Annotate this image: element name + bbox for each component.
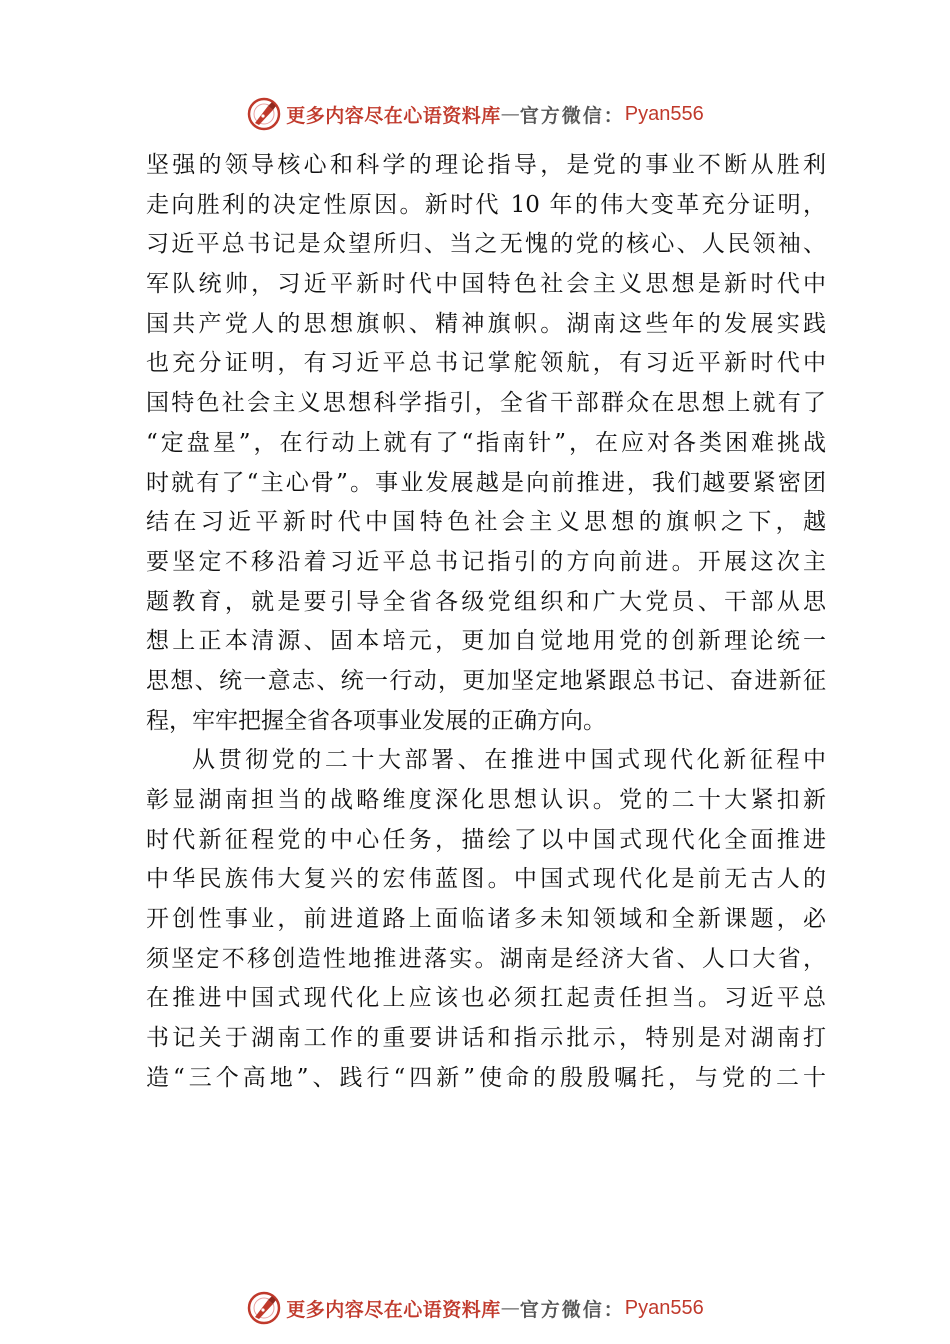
text-line: 时代新征程党的中心任务，描绘了以中国式现代化全面推进	[146, 826, 826, 853]
watermark-dash: —	[500, 103, 520, 125]
watermark-wechat-label: 官方微信：	[519, 104, 625, 127]
text-line: 国特色社会主义思想科学指引，全省干部群众在思想上就有了	[146, 390, 826, 417]
watermark-main-text: 更多内容尽在心语资料库	[286, 1298, 501, 1321]
text-line: 军队统帅，习近平新时代中国特色社会主义思想是新时代中	[146, 271, 826, 298]
text-line: 国共产党人的思想旗帜、精神旗帜。湖南这些年的发展实践	[146, 310, 826, 337]
text-line: 习近平总书记是众望所归、当之无愧的党的核心、人民领袖、	[146, 231, 826, 258]
watermark-wechat-id: Pyan556	[624, 1296, 704, 1319]
text-line: 从贯彻党的二十大部署、在推进中国式现代化新征程中	[192, 747, 826, 774]
watermark-banner-top	[0, 94, 950, 134]
text-line: 也充分证明，有习近平总书记掌舵领航，有习近平新时代中	[146, 350, 826, 377]
text-line: “定盘星”，在行动上就有了“指南针”，在应对各类困难挑战	[146, 429, 826, 456]
text-line: 思想、统一意志、统一行动，更加坚定地紧跟总书记、奋进新征	[146, 667, 826, 694]
text-line: 书记关于湖南工作的重要讲话和指示批示，特别是对湖南打	[146, 1025, 826, 1052]
text-line: 彰显湖南担当的战略维度深化思想认识。党的二十大紧扣新	[146, 787, 826, 813]
watermark-banner-bottom	[0, 1288, 950, 1328]
document-body	[146, 146, 826, 1099]
pen-nib-circle-icon	[246, 1290, 282, 1326]
text-line: 想上正本清源、固本培元，更加自觉地用党的创新理论统一	[146, 628, 826, 655]
text-line: 造“三个高地”、践行“四新”使命的殷殷嘱托，与党的二十	[146, 1064, 826, 1091]
watermark-wechat-id: Pyan556	[624, 102, 704, 125]
text-line: 开创性事业，前进道路上面临诸多未知领域和全新课题，必	[146, 906, 826, 933]
pen-nib-circle-icon	[246, 96, 282, 132]
text-line: 题教育，就是要引导全省各级党组织和广大党员、干部从思	[146, 588, 826, 615]
text-line: 要坚定不移沿着习近平总书记指引的方向前进。开展这次主	[146, 548, 826, 575]
paragraph-2	[146, 741, 826, 1098]
text-line: 须坚定不移创造性地推进落实。湖南是经济大省、人口大省，	[146, 945, 826, 972]
watermark-dash: —	[500, 1297, 520, 1319]
paragraph-1	[146, 146, 826, 741]
watermark-wechat-label: 官方微信：	[519, 1298, 625, 1321]
text-line: 中华民族伟大复兴的宏伟蓝图。中国式现代化是前无古人的	[146, 866, 826, 893]
text-line: 结在习近平新时代中国特色社会主义思想的旗帜之下，越	[146, 509, 826, 536]
text-line: 走向胜利的决定性原因。新时代 10 年的伟大变革充分证明，	[146, 191, 826, 218]
text-line: 时就有了“主心骨”。事业发展越是向前推进，我们越要紧密团	[146, 469, 826, 496]
text-line: 坚强的领导核心和科学的理论指导，是党的事业不断从胜利	[146, 152, 826, 178]
text-line: 在推进中国式现代化上应该也必须扛起责任担当。习近平总	[146, 985, 826, 1012]
watermark-main-text: 更多内容尽在心语资料库	[286, 104, 501, 127]
text-line: 程，牢牢把握全省各项事业发展的正确方向。	[146, 707, 606, 734]
